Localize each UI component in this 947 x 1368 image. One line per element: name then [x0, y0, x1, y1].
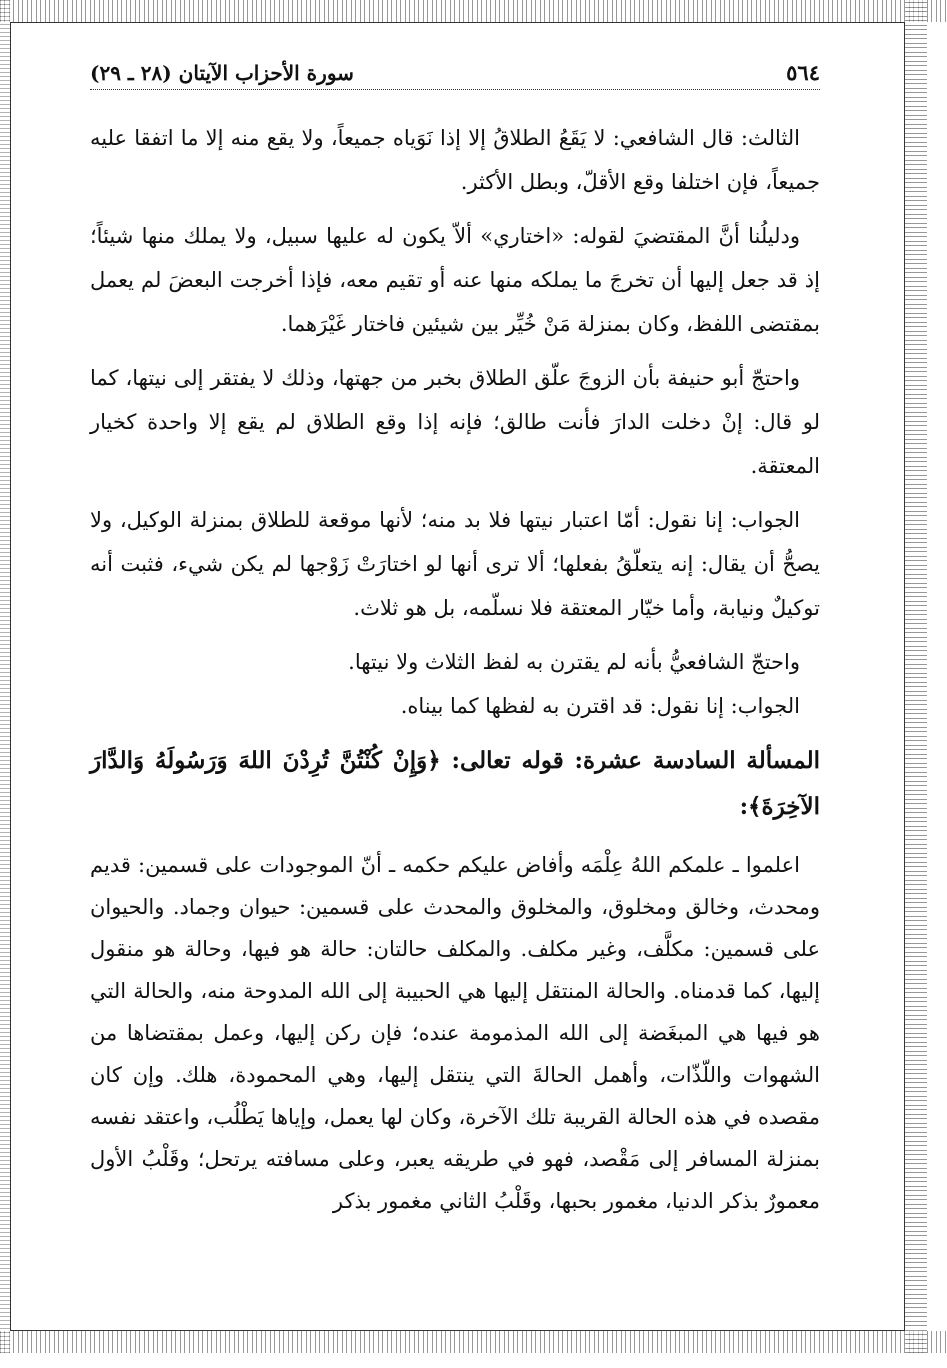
ornamental-border-top: [0, 0, 947, 22]
ornamental-border-left: [0, 0, 10, 1353]
paragraph-7: اعلموا ـ علمكم اللهُ عِلْمَه وأفاض عليكم حكمه ـ أنّ الموجودات على قسمين: قديم ومحدث، وخالق ومخلوق، والمخلوق والمحدث على قسمين: حيوان وجماد. والحيوان على قسمين: مكلَّف، وغير مكلف. والمكلف حالتان: حالة هو فيها، وحالة هو منقول إليها، كما قدمناه. والحالة المنتقل إليها هي الحبيبة إلى الله المدوحة منه، والحالة التي هو فيها هي المبغَضة إلى الله المذمومة عنده؛ فإن ركن إليها، وعمل بمقتضاها من الشهوات واللّذّات، وأهمل الحالةَ التي ينتقل إليها، وهي المحمودة، هلك. وإن كان مقصده في هذه الحالة القريبة تلك الآخرة، وكان لها يعمل، وإياها يَطْلُب، واعتقد نفسه بمنزلة المسافر إلى مَقْصد، فهو في طريقه يعبر، وعلى مسافته يرتحل؛ وقَلْبُ الأول معمورٌ بذكر الدنيا، مغمور بحبها، وقَلْبُ الثاني مغمور بذكر: [90, 853, 820, 1213]
ornamental-border-right: [905, 0, 927, 1353]
paragraph-1: الثالث: قال الشافعي: لا يَقَعُ الطلاقُ إلا إذا نَوَياه جميعاً، ولا يقع منه إلا ما اتفقا عليه جميعاً، فإن اختلفا وقع الأقلّ، وبطل الأكثر.: [90, 126, 820, 194]
running-header: [90, 60, 820, 90]
running-title: سورة الأحزاب الآيتان (٢٨ ـ ٢٩): [90, 61, 354, 85]
page-number: ٥٦٤: [786, 60, 820, 85]
page-content: [90, 60, 820, 1232]
paragraph-3: واحتجّ أبو حنيفة بأن الزوجَ علّق الطلاق بخبر من جهتها، وذلك لا يفتقر إلى نيتها، كما لو قال: إنْ دخلت الدارَ فأنت طالق؛ فإنه إذا وقع الطلاق لم يقع إلا واحدة كخيار المعتقة.: [90, 366, 820, 478]
section-heading: المسألة السادسة عشرة: قوله تعالى: ﴿وَإِنْ كُنْتُنَّ تُرِدْنَ اللهَ وَرَسُولَهُ وَالدَّارَ الآخِرَةَ﴾:: [90, 747, 820, 820]
paragraph-4: الجواب: إنا نقول: أمّا اعتبار نيتها فلا بد منه؛ لأنها موقعة للطلاق بمنزلة الوكيل، ولا يصحُّ أن يقال: إنه يتعلّقُ بفعلها؛ ألا ترى أنها لو اختارَتْ زَوْجها لم يكن شيء، فثبت أنه توكيلٌ ونيابة، وأما خيّار المعتقة فلا نسلّمه، بل هو ثلاث.: [90, 508, 820, 620]
ornamental-border-bottom: [0, 1331, 947, 1353]
paragraph-6: الجواب: إنا نقول: قد اقترن به لفظها كما بيناه.: [400, 694, 800, 718]
paragraph-5: واحتجّ الشافعيُّ بأنه لم يقترن به لفظ الثلاث ولا نيتها.: [348, 650, 800, 674]
paragraph-2: ودليلُنا أنَّ المقتضيَ لقوله: «اختاري» ألاّ يكون له عليها سبيل، ولا يملك منها شيئاً؛ إذ قد جعل إليها أن تخرجَ ما يملكه منها عنه أو تقيم معه، فإذا أخرجت البعضَ لم يعمل بمقتضى اللفظ، وكان بمنزلة مَنْ خُيِّر بين شيئين فاختار غَيْرَهما.: [90, 224, 820, 336]
